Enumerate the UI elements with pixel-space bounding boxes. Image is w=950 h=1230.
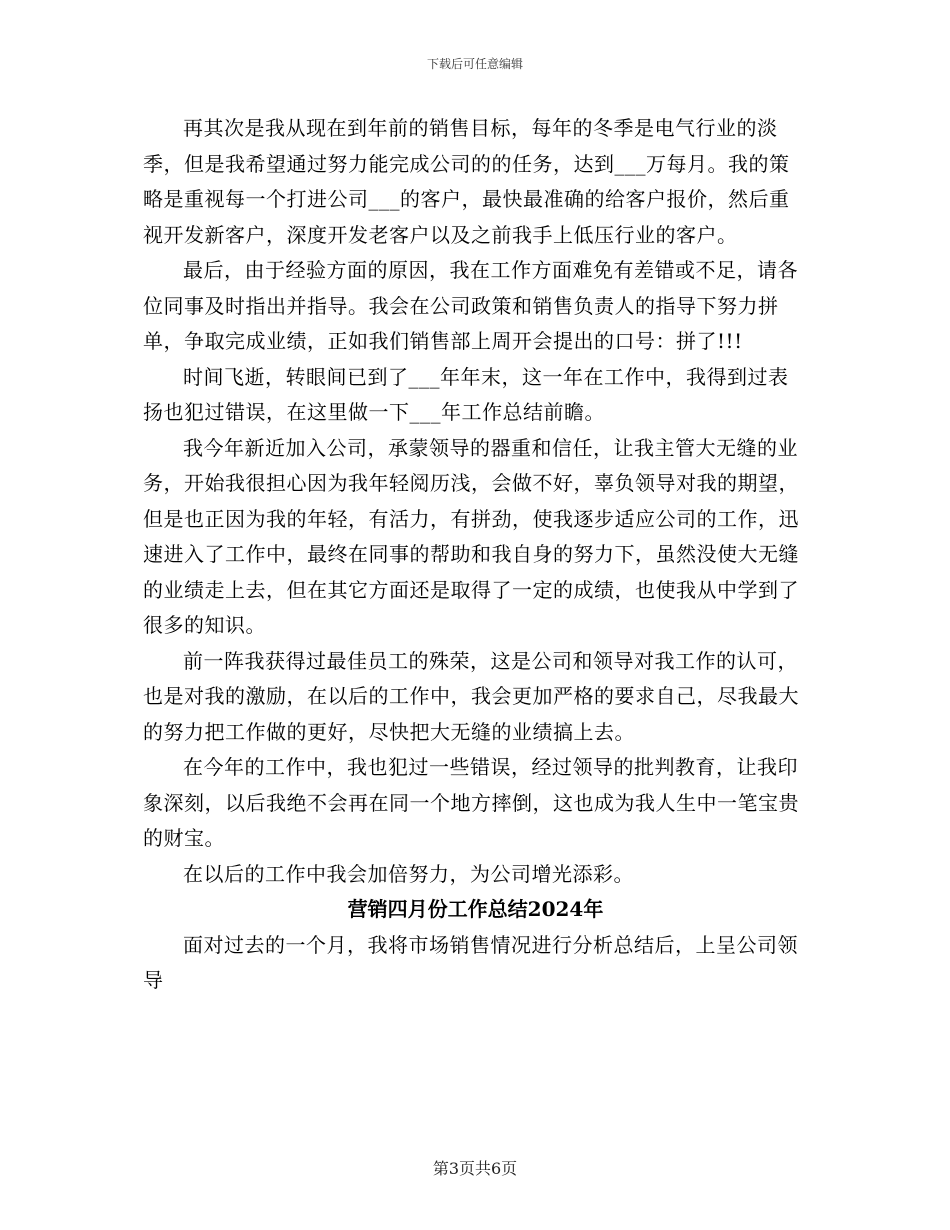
- paragraph-joined-company: 我今年新近加入公司，承蒙领导的器重和信任，让我主管大无缝的业务，开始我很担心因为我年轻阅历浅，会做不好，辜负领导对我的期望，但是也正因为我的年轻，有活力，有拼劲，使我逐步适应公司的工作，迅速进入了工作中，最终在同事的帮助和我自身的努力下，虽然没使大无缝的业绩走上去，但在其它方面还是取得了一定的成绩，也使我从中学到了很多的知识。: [143, 435, 799, 637]
- paragraph-closing-remarks: 最后，由于经验方面的原因，我在工作方面难免有差错或不足，请各位同事及时指出并指导。我会在公司政策和销售负责人的指导下努力拼单，争取完成业绩，正如我们销售部上周开会提出的口号：拼了!!!: [143, 258, 798, 353]
- paragraph-sales-target: 再其次是我从现在到年前的销售目标，每年的冬季是电气行业的淡季，但是我希望通过努力能完成公司的的任务，达到___万每月。我的策略是重视每一个打进公司___的客户，最快最准确的给客户报价，然后重视开发新客户，深度开发老客户以及之前我手上低压行业的客户。: [143, 116, 790, 247]
- paragraph-best-employee: 前一阵我获得过最佳员工的殊荣，这是公司和领导对我工作的认可，也是对我的激励，在以后的工作中，我会更加严格的要求自己，尽我最大的努力把工作做的更好，尽快把大无缝的业绩搞上去。: [143, 648, 799, 744]
- section-title: 营销四月份工作总结2024年: [347, 897, 604, 921]
- page-number: 第3页共6页: [432, 1159, 518, 1178]
- paragraph-section-intro: 面对过去的一个月，我将市场销售情况进行分析总结后，上呈公司领导: [143, 932, 798, 992]
- paragraph-future-effort: 在以后的工作中我会加倍努力，为公司增光添彩。: [183, 861, 634, 886]
- document-body: [143, 111, 808, 999]
- page-header-note: 下载后可任意编辑: [426, 57, 523, 71]
- paragraph-year-end: 时间飞逝，转眼间已到了___年年末，这一年在工作中，我得到过表扬也犯过错误，在这里做一下___年工作总结前瞻。: [143, 364, 789, 424]
- paragraph-mistakes: 在今年的工作中，我也犯过一些错误，经过领导的批判教育，让我印象深刻，以后我绝不会再在同一个地方摔倒，这也成为我人生中一笔宝贵的财宝。: [143, 755, 799, 850]
